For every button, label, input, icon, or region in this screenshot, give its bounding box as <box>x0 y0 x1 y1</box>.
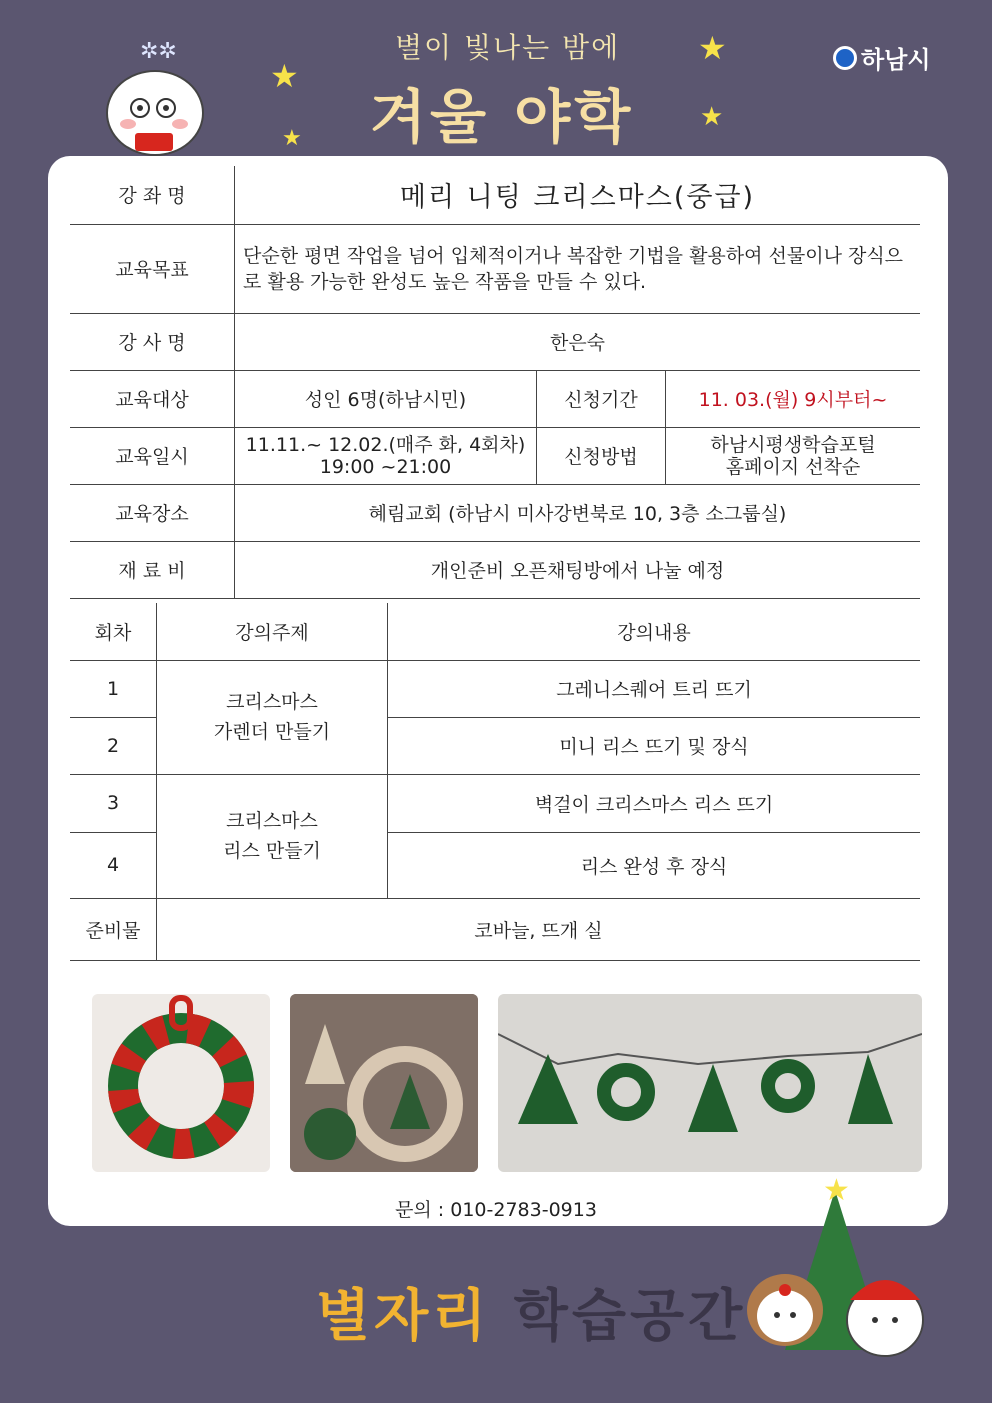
apply-method-label: 신청방법 <box>537 427 666 484</box>
apply-period-value: 11. 03.(월) 9시부터~ <box>666 370 921 427</box>
footer-logo-part2: 학습공간 <box>513 1284 747 1349</box>
svg-text:✲✲: ✲✲ <box>140 39 177 64</box>
goal-label: 교육목표 <box>70 224 235 313</box>
content-card <box>48 156 948 1226</box>
course-label: 강 좌 명 <box>70 166 235 224</box>
course-info-table <box>70 166 920 599</box>
star-icon: ★ <box>698 29 727 67</box>
apply-method-line2: 홈페이지 선착순 <box>725 455 861 478</box>
hanam-logo-icon <box>833 46 857 70</box>
material-fee-label: 재 료 비 <box>70 541 235 598</box>
star-icon: ★ <box>700 102 724 132</box>
session-content: 그레니스퀘어 트리 뜨기 <box>388 660 921 717</box>
garland-photo-icon <box>498 994 922 1172</box>
session-content: 벽걸이 크리스마스 리스 뜨기 <box>388 774 921 832</box>
schedule-dates: 11.11.~ 12.02.(매주 화, 4회차) <box>245 433 526 456</box>
schedule-time: 19:00 ~21:00 <box>319 455 452 478</box>
instructor-label: 강 사 명 <box>70 313 235 370</box>
hanam-logo <box>833 40 931 75</box>
header-content: 강의내용 <box>388 603 921 660</box>
goal-text: 단순한 평면 작업을 넘어 입체적이거나 복잡한 기법을 활용하여 선물이나 장식으로 활용 가능한 완성도 높은 작품을 만들 수 있다. <box>235 224 921 313</box>
schedule-label: 교육일시 <box>70 427 235 484</box>
apply-method-line1: 하남시평생학습포털 <box>710 433 876 456</box>
brand-name: 하남시 <box>861 46 931 74</box>
material-fee-value: 개인준비 오픈채팅방에서 나눌 예정 <box>235 541 921 598</box>
venue-label: 교육장소 <box>70 484 235 541</box>
target-value: 성인 6명(하남시민) <box>235 370 537 427</box>
mascot-reading-icon <box>100 38 210 158</box>
session-number: 4 <box>70 832 157 898</box>
topic-line2: 리스 만들기 <box>223 840 321 862</box>
topic-line1: 크리스마스 <box>226 691 318 713</box>
topic-line1: 크리스마스 <box>226 810 318 832</box>
topic-cell <box>157 660 388 774</box>
session-content: 미니 리스 뜨기 및 장식 <box>388 717 921 774</box>
page-title: 겨울 야학 <box>370 83 635 151</box>
photo-ornaments <box>290 994 478 1172</box>
topic-cell <box>157 774 388 898</box>
session-number: 3 <box>70 774 157 832</box>
header-topic: 강의주제 <box>157 603 388 660</box>
header-subtitle: 별이 빛나는 밤에 <box>395 31 621 64</box>
contact-info: 문의 : 010-2783-0913 <box>395 1199 597 1221</box>
apply-method-value <box>666 427 921 484</box>
venue-value: 혜림교회 (하남시 미사강변북로 10, 3층 소그룹실) <box>235 484 921 541</box>
photo-garland <box>498 994 922 1172</box>
header-session: 회차 <box>70 603 157 660</box>
star-icon: ★ <box>282 126 302 151</box>
schedule-value <box>235 427 537 484</box>
session-number: 2 <box>70 717 157 774</box>
mascot-christmas-icon <box>735 1170 935 1390</box>
supplies-label: 준비물 <box>70 898 157 960</box>
footer-logo <box>316 1272 746 1352</box>
supplies-value: 코바늘, 뜨개 실 <box>157 898 921 960</box>
star-icon: ★ <box>270 57 299 95</box>
wreath-photo-icon <box>92 994 270 1172</box>
ornament-photo-icon <box>290 994 478 1172</box>
photo-wreath <box>92 994 270 1172</box>
apply-period-label: 신청기간 <box>537 370 666 427</box>
session-content: 리스 완성 후 장식 <box>388 832 921 898</box>
instructor-name: 한은숙 <box>235 313 921 370</box>
svg-text:★: ★ <box>823 1173 850 1208</box>
target-label: 교육대상 <box>70 370 235 427</box>
course-name: 메리 니팅 크리스마스(중급) <box>235 166 921 224</box>
footer-logo-part1: 별자리 <box>316 1284 491 1349</box>
schedule-table <box>70 603 920 961</box>
session-number: 1 <box>70 660 157 717</box>
topic-line2: 가렌더 만들기 <box>213 721 331 743</box>
